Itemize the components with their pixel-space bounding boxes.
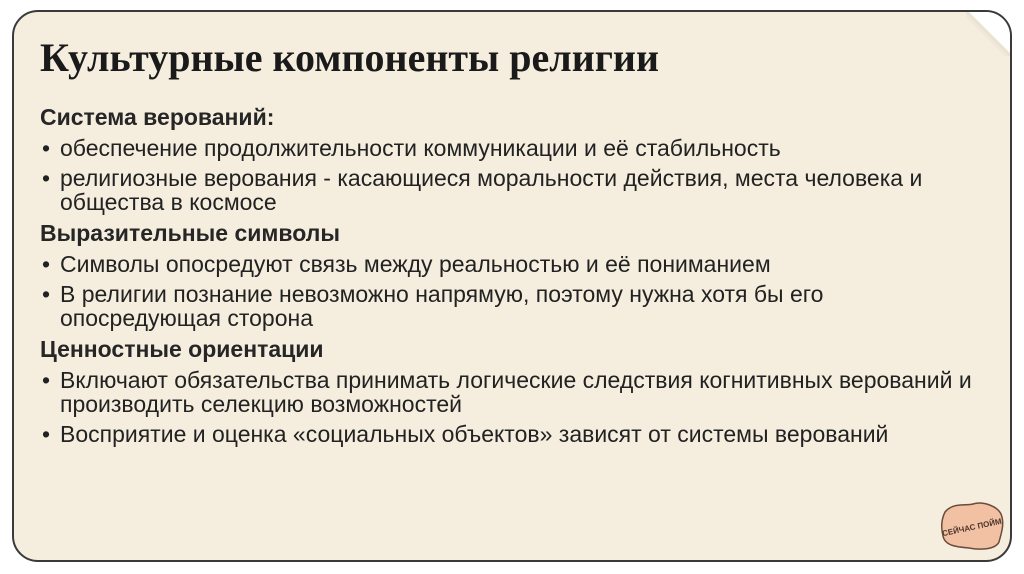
bullet-list-value-orientations: [40, 368, 990, 446]
bullet-text: Восприятие и оценка «социальных объектов» зависят от системы верований: [60, 421, 889, 447]
bullet-list-expressive-symbols: [40, 252, 990, 330]
bullet-dot-icon: •: [42, 135, 51, 161]
bullet-item: [40, 136, 990, 160]
bullet-item: [40, 282, 990, 330]
slide-title: Культурные компоненты религии: [40, 35, 660, 80]
slide-content: [40, 104, 990, 452]
section-heading-expressive-symbols: Выразительные символы: [40, 220, 340, 246]
brand-logo-icon: [939, 500, 1005, 552]
bullet-text: религиозные верования - касающиеся моральности действия, места человека и общества в космосе: [60, 165, 923, 215]
bullet-item: [40, 166, 990, 214]
bullet-item: [40, 368, 990, 416]
bullet-dot-icon: •: [42, 421, 51, 447]
section-heading-value-orientations: Ценностные ориентации: [40, 336, 324, 362]
bullet-text: обеспечение продолжительности коммуникации и её стабильность: [60, 135, 781, 161]
bullet-dot-icon: •: [42, 165, 51, 191]
bullet-text: В религии познание невозможно напрямую, поэтому нужна хотя бы его опосредующая сторона: [60, 281, 824, 331]
bullet-text: Включают обязательства принимать логические следствия когнитивных верований и производить селекцию возможностей: [60, 367, 972, 417]
bullet-dot-icon: •: [42, 367, 51, 393]
bullet-dot-icon: •: [42, 281, 51, 307]
slide-frame: [12, 10, 1012, 562]
bullet-list-belief-system: [40, 136, 990, 214]
bullet-text: Символы опосредуют связь между реальностью и её пониманием: [60, 251, 771, 277]
page-corner-fold: [966, 10, 1012, 56]
bullet-item: [40, 422, 990, 446]
bullet-dot-icon: •: [42, 251, 51, 277]
section-heading-belief-system: Система верований:: [40, 104, 275, 130]
bullet-item: [40, 252, 990, 276]
logo-text: СЕЙЧАС ПОЙМ: [941, 516, 1003, 539]
